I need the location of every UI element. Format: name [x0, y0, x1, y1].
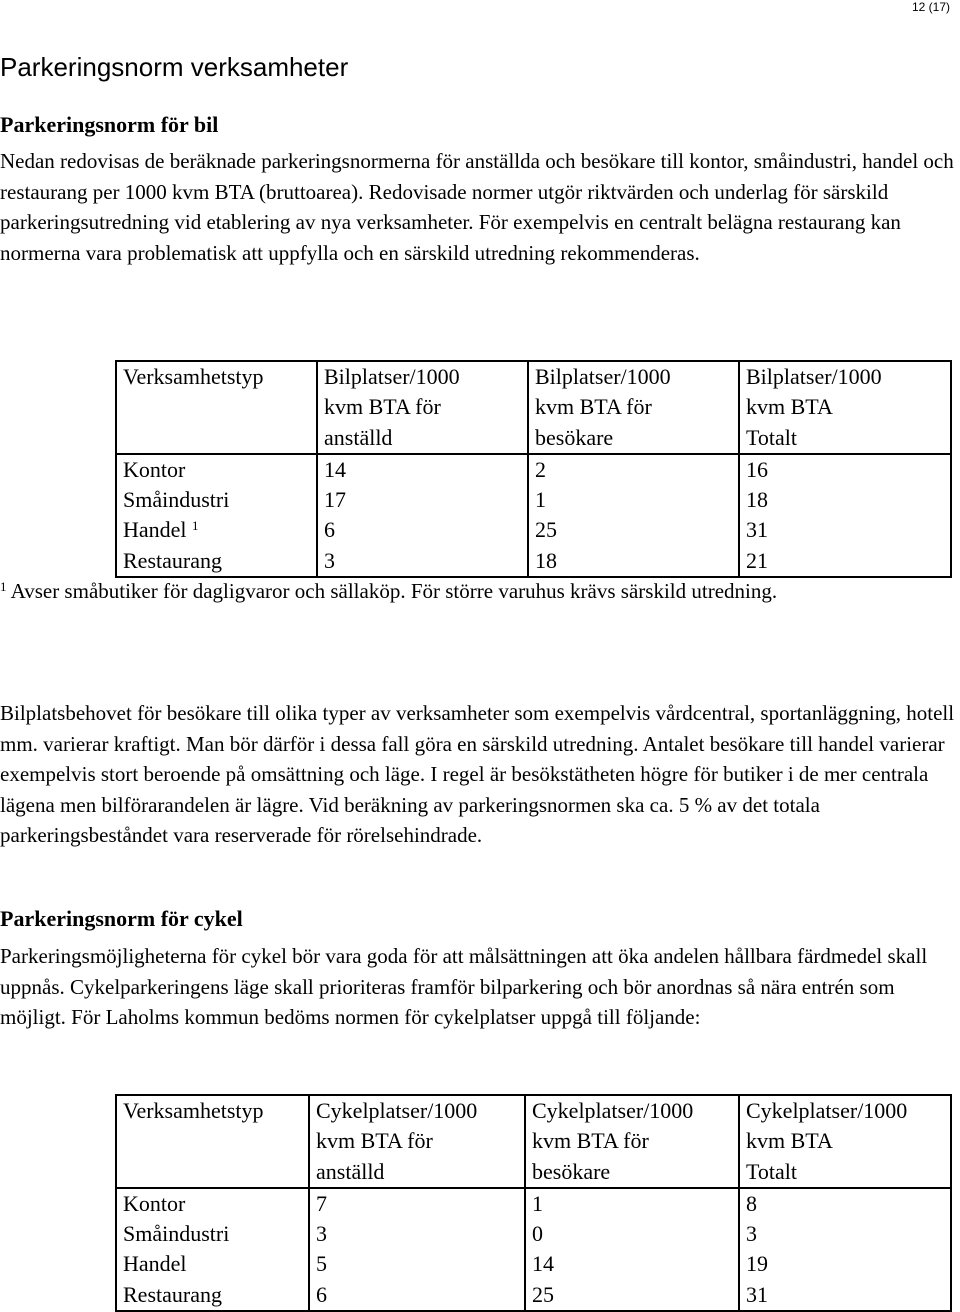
car-table-footnote: [0, 576, 900, 607]
employees-cell: 6: [317, 515, 528, 545]
table-header-row: [116, 1095, 951, 1188]
type-cell: Kontor: [116, 1188, 309, 1219]
total-cell: 31: [739, 515, 951, 545]
type-cell: Restaurang: [116, 546, 317, 577]
visitors-cell: 25: [525, 1280, 739, 1311]
header-cell: Verksamhetstyp: [116, 1095, 309, 1188]
visitors-cell: 1: [525, 1188, 739, 1219]
header-cell: Bilplatser/1000 kvm BTA för besökare: [528, 361, 739, 454]
visitors-cell: 18: [528, 546, 739, 577]
employees-cell: 7: [309, 1188, 525, 1219]
employees-cell: 17: [317, 485, 528, 515]
employees-cell: 6: [309, 1280, 525, 1311]
employees-cell: 14: [317, 454, 528, 485]
table-row: [116, 454, 951, 485]
type-cell: Småindustri: [116, 1219, 309, 1249]
visitors-cell: 2: [528, 454, 739, 485]
header-cell: Cykelplatser/1000 kvm BTA för besökare: [525, 1095, 739, 1188]
total-cell: 31: [739, 1280, 951, 1311]
type-cell: Handel: [116, 1249, 309, 1279]
table-header-row: [116, 361, 951, 454]
header-cell: Verksamhetstyp: [116, 361, 317, 454]
footnote-ref: 1: [192, 518, 199, 534]
table-row: [116, 1249, 951, 1279]
total-cell: 16: [739, 454, 951, 485]
type-cell: Restaurang: [116, 1280, 309, 1311]
type-cell: Småindustri: [116, 485, 317, 515]
table-row: [116, 546, 951, 577]
footnote-marker: 1: [0, 579, 7, 594]
visitors-cell: 25: [528, 515, 739, 545]
visitors-cell: 1: [528, 485, 739, 515]
car-intro-paragraph: Nedan redovisas de beräknade parkeringsnormerna för anställda och besökare till kontor, småindustri, handel och restaurang per 1000 kvm BTA (bruttoarea). Redovisade normer utgör riktvärden och underlag för särskild parkeringsutredning vid etablering av nya verksamheter. För exempelvis en centralt belägna restaurang kan normerna vara problematisk att uppfylla och en särskild utredning rekommenderas.: [0, 149, 954, 265]
visitors-cell: 0: [525, 1219, 739, 1249]
table-row: [116, 485, 951, 515]
table-row: [116, 1280, 951, 1311]
bike-section-heading: Parkeringsnorm för cykel: [0, 906, 243, 931]
car-body-paragraph: Bilplatsbehovet för besökare till olika typer av verksamheter som exempelvis vårdcentral, sportanläggning, hotell mm. varierar kraftigt. Man bör därför i dessa fall göra en särskild utredning. Antalet besökare till handel varierar exempelvis stort beroende på omsättning och läge. I regel är besökstätheten högre för butiker i de mer centrala lägena men bilförarandelen är lägre. Vid beräkning av parkeringsnormen ska ca. 5 % av det totala parkeringsbeståndet vara reserverade för rörelsehindrade.: [0, 701, 955, 847]
type-cell: Kontor: [116, 454, 317, 485]
employees-cell: 3: [317, 546, 528, 577]
car-section-heading: Parkeringsnorm för bil: [0, 112, 219, 137]
header-cell: Cykelplatser/1000 kvm BTA Totalt: [739, 1095, 951, 1188]
page-title: Parkeringsnorm verksamheter: [0, 52, 349, 82]
visitors-cell: 14: [525, 1249, 739, 1279]
total-cell: 21: [739, 546, 951, 577]
bike-intro-paragraph: Parkeringsmöjligheterna för cykel bör vara goda för att målsättningen att öka andelen hållbara färdmedel skall uppnås. Cykelparkeringens läge skall prioriteras framför bilparkering och bör anordnas så nära entrén som möjligt. För Laholms kommun bedöms normen för cykelplatser uppgå till följande:: [0, 944, 928, 1029]
total-cell: 18: [739, 485, 951, 515]
car-parking-table: [115, 360, 952, 578]
header-cell: Bilplatser/1000 kvm BTA för anställd: [317, 361, 528, 454]
bike-parking-table: [115, 1094, 952, 1312]
page-number: 12 (17): [911, 0, 950, 14]
total-cell: 3: [739, 1219, 951, 1249]
employees-cell: 5: [309, 1249, 525, 1279]
footnote-text: Avser småbutiker för dagligvaror och sällaköp. För större varuhus krävs särskild utredning.: [10, 579, 778, 603]
table-row: [116, 515, 951, 545]
total-cell: 8: [739, 1188, 951, 1219]
type-cell: [116, 515, 317, 545]
header-cell: Bilplatser/1000 kvm BTA Totalt: [739, 361, 951, 454]
type-label: Handel: [123, 517, 187, 543]
total-cell: 19: [739, 1249, 951, 1279]
table-row: [116, 1188, 951, 1219]
table-row: [116, 1219, 951, 1249]
employees-cell: 3: [309, 1219, 525, 1249]
header-cell: Cykelplatser/1000 kvm BTA för anställd: [309, 1095, 525, 1188]
